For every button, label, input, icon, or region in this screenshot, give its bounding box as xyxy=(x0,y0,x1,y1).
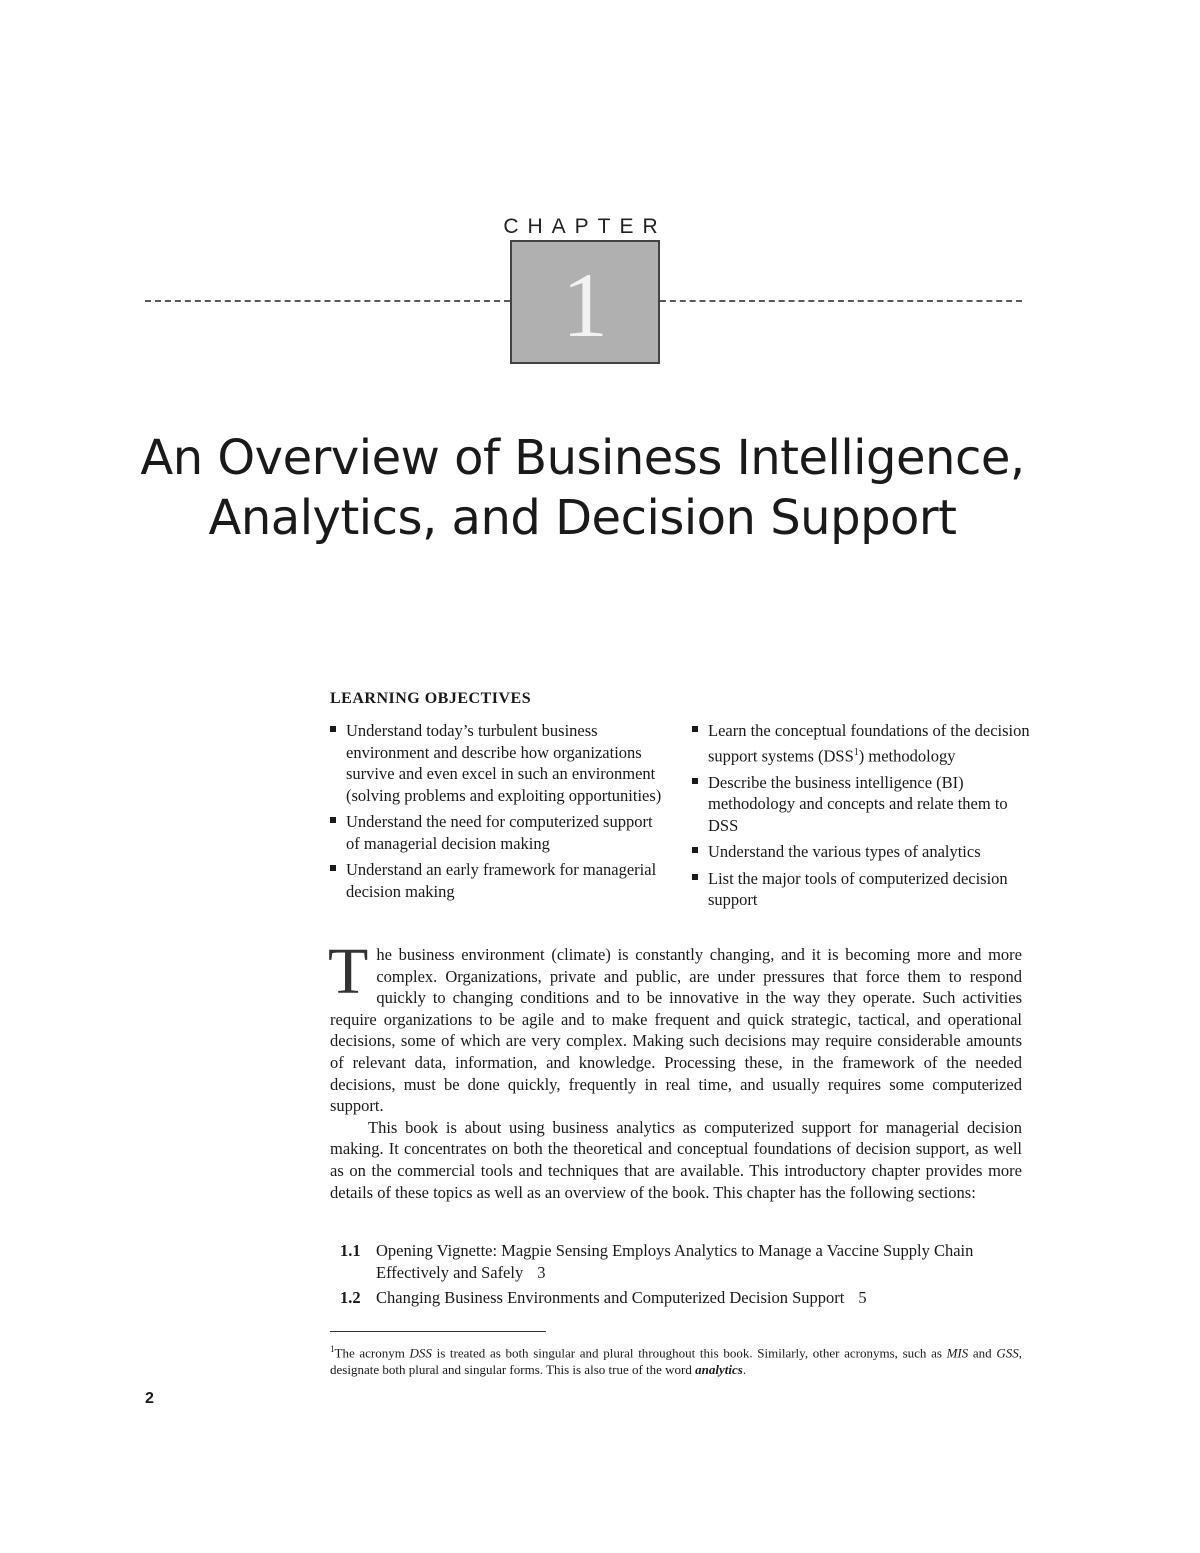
paragraph-1: The business environment (climate) is constantly changing, and it is becoming more and more complex. Organizations, private and public, are under pressures that force them to respond quickly to changing conditions and to be innovative in the way they operate. Such activities require organizations to be agile and to make frequent and quick strategic, tactical, and operational decisions, some of which are very complex. Making such decisions may require considerable amounts of relevant data, information, and knowledge. Processing these, in the framework of the needed decisions, must be done quickly, frequently in real time, and usually requires some computerized support. xyxy=(328,935,1022,1116)
body-text xyxy=(328,935,1022,1203)
section-item xyxy=(330,1287,1022,1309)
bullet-icon xyxy=(330,817,336,823)
section-page: 5 xyxy=(858,1288,867,1308)
dashed-rule-left xyxy=(145,300,510,302)
chapter-number: 1 xyxy=(562,254,608,356)
chapter-title-line1: An Overview of Business Intelligence, xyxy=(140,430,1025,486)
section-title: Opening Vignette: Magpie Sensing Employs Analytics to Manage a Vaccine Supply Chain Effectively and Safely xyxy=(376,1241,974,1282)
bullet-icon xyxy=(692,874,698,880)
bullet-icon xyxy=(692,847,698,853)
bullet-icon xyxy=(692,778,698,784)
section-title: Changing Business Environments and Computerized Decision Support xyxy=(376,1288,845,1308)
paragraph-2: This book is about using business analytics as computerized support for managerial decision making. It concentrates on both the theoretical and conceptual foundations of decision support, as well as on the commercial tools and techniques that are available. This introductory chapter provides more details of these topics as well as an overview of the book. This chapter has the following sections: xyxy=(330,1117,1022,1202)
chapter-title xyxy=(0,428,1165,548)
section-number: 1.1 xyxy=(340,1241,361,1260)
footnote-marker: 1 xyxy=(330,1344,335,1354)
footnote-marker: 1 xyxy=(853,746,859,758)
bullet-icon xyxy=(330,726,336,732)
section-item xyxy=(330,1240,1022,1283)
chapter-number-box xyxy=(510,240,660,364)
section-number: 1.2 xyxy=(340,1288,361,1308)
footnote-rule xyxy=(330,1331,546,1332)
section-page: 3 xyxy=(537,1262,546,1282)
page-number: 2 xyxy=(145,1390,154,1407)
learning-objectives-left xyxy=(330,720,665,907)
objective-item: Understand an early framework for managerial decision making xyxy=(330,859,665,902)
footnote: $^1$The acronym DSS is treated as both singular and plural throughout this book. Similarly, other acronyms, such as MIS and GSS, designate both plural and singular forms. This is also true of the word analytics. xyxy=(330,1344,1022,1378)
bullet-icon xyxy=(330,865,336,871)
drop-cap: T xyxy=(328,935,369,1008)
chapter-label: CHAPTER xyxy=(503,215,667,238)
objective-item: Understand the need for computerized support of managerial decision making xyxy=(330,811,665,854)
section-list xyxy=(330,1240,1022,1313)
bullet-icon xyxy=(692,726,698,732)
objective-item: List the major tools of computerized decision support xyxy=(692,868,1032,911)
learning-objectives-heading: LEARNING OBJECTIVES xyxy=(330,690,532,707)
learning-objectives-right xyxy=(692,720,1032,916)
chapter-title-line2: Analytics, and Decision Support xyxy=(208,490,957,546)
dashed-rule-right xyxy=(660,300,1022,302)
objective-item: Understand the various types of analytics xyxy=(692,841,1032,863)
objective-item: Describe the business intelligence (BI) methodology and concepts and relate them to DSS xyxy=(692,772,1032,837)
objective-item: Learn the conceptual foundations of the decision support systems (DSS$^1$) methodology xyxy=(692,720,1032,767)
objective-item: Understand today’s turbulent business environment and describe how organizations survive and even excel in such an environment (solving problems and exploiting opportunities) xyxy=(330,720,665,806)
